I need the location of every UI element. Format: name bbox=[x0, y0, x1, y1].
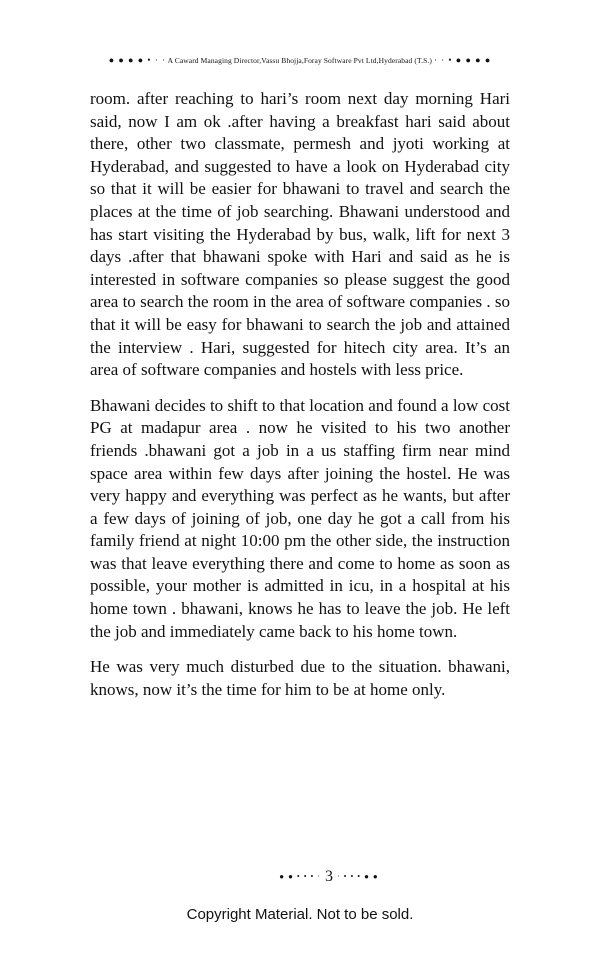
header-left-dots: ● ● ● ● • · · bbox=[108, 55, 167, 65]
body-text bbox=[90, 88, 510, 714]
folio-right-dots: · • • • ● ● bbox=[337, 872, 379, 881]
running-header bbox=[0, 55, 600, 65]
header-text: A Caward Managing Director,Vassu Bhojja,Foray Software Pvt Ltd,Hyderabad (T.S.) bbox=[167, 56, 432, 65]
page-number: 3 bbox=[325, 868, 333, 885]
page-number-folio bbox=[273, 868, 385, 886]
paragraph-1: room. after reaching to hari’s room next day morning Hari said, now I am ok .after having a breakfast hari said about there, other two classmate, permesh and jyoti working at Hyderabad, and suggested to have a look on Hyderabad city so that it will be easier for bhawani to travel and search the places at the time of job searching. Bhawani understood and has start visiting the Hyderabad by bus, walk, lift for next 3 days .after that bhawani spoke with Hari and said as he is interested in software companies so please suggest the good area to search the room in the area of software companies . so that it will be easy for bhawani to search the job and attained the interview . Hari, suggested for hitech city area. It’s an area of software companies and hostels with less price. bbox=[90, 89, 510, 380]
header-right-dots: · · • ● ● ● ● bbox=[433, 55, 492, 65]
folio-left-dots: ● ● • • • · bbox=[279, 872, 321, 881]
copyright-notice: Copyright Material. Not to be sold. bbox=[186, 906, 414, 923]
paragraph-2: Bhawani decides to shift to that location and found a low cost PG at madapur area . now he visited to his two another friends .bhawani got a job in a us staffing firm near mind space area within few days after joining the hostel. He was very happy and everything was perfect as he wants, but after a few days of joining of job, one day he got a call from his family friend at night 10:00 pm the other side, the instruction was that leave everything there and come to home as soon as possible, your mother is admitted in icu, in a hospital at his home town . bhawani, knows he has to leave the job. He left the job and immediately came back to his home town. bbox=[90, 395, 510, 641]
paragraph-3: He was very much disturbed due to the situation. bhawani, knows, now it’s the time for him to be at home only. bbox=[90, 657, 510, 699]
